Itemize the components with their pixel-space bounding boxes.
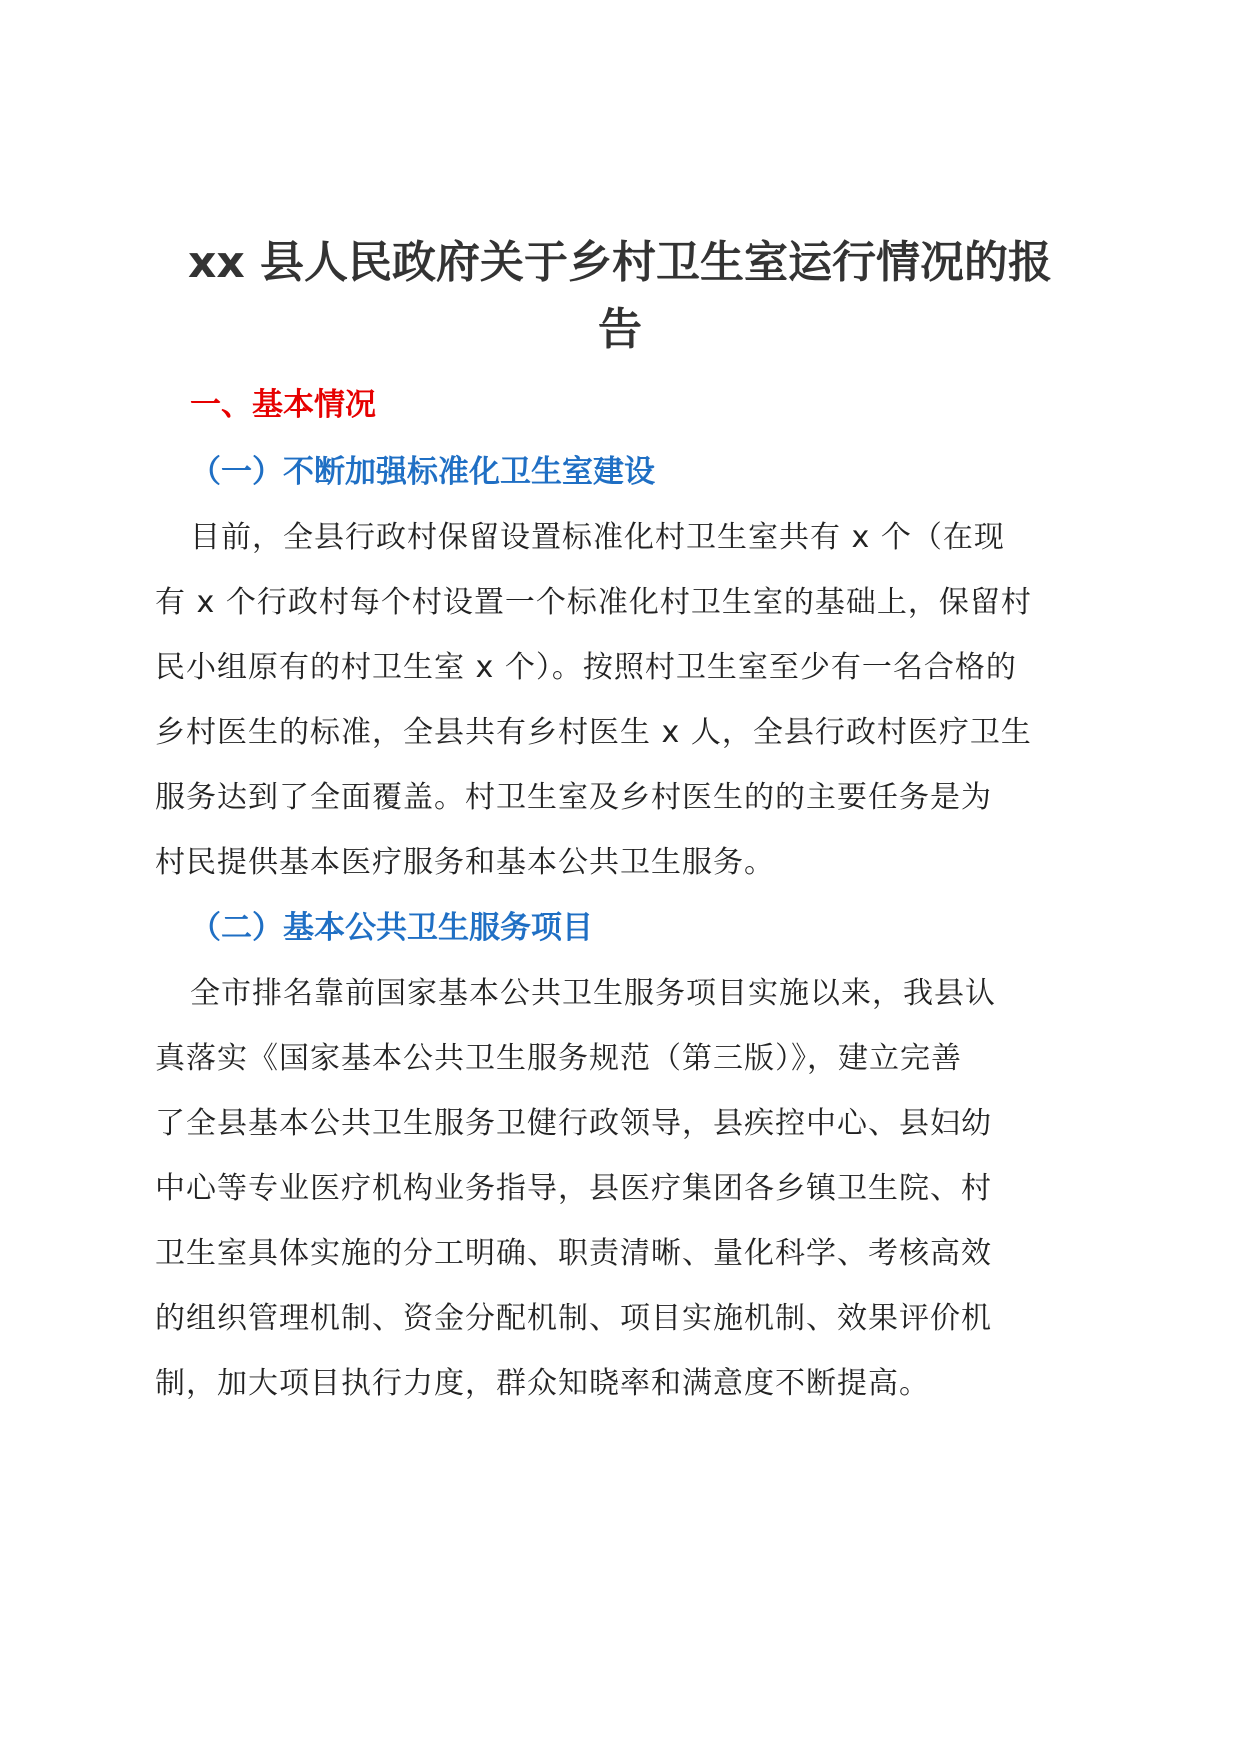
paragraph-line: 乡村医生的标准，全县共有乡村医生 x 人，全县行政村医疗卫生 [155, 715, 1032, 750]
paragraph-line: 制，加大项目执行力度，群众知晓率和满意度不断提高。 [155, 1366, 930, 1401]
paragraph-line: 卫生室具体实施的分工明确、职责清晰、量化科学、考核高效 [155, 1236, 992, 1271]
paragraph-line: 有 x 个行政村每个村设置一个标准化村卫生室的基础上，保留村 [155, 585, 1032, 620]
paragraph-line: 村民提供基本医疗服务和基本公共卫生服务。 [155, 845, 775, 880]
paragraph-line: 真落实《国家基本公共卫生服务规范（第三版）》，建立完善 [155, 1041, 962, 1076]
paragraph-line: 的组织管理机制、资金分配机制、项目实施机制、效果评价机 [155, 1301, 992, 1336]
subsection-heading-standardized-clinics: （一）不断加强标准化卫生室建设 [190, 454, 655, 490]
section-heading-basic-situation: 一、基本情况 [190, 387, 376, 423]
paragraph-line: 了全县基本公共卫生服务卫健行政领导，县疾控中心、县妇幼 [155, 1106, 992, 1141]
document-title-line-2: 告 [598, 304, 642, 355]
paragraph-line: 服务达到了全面覆盖。村卫生室及乡村医生的的主要任务是为 [155, 780, 992, 815]
paragraph-line: 全市排名靠前国家基本公共卫生服务项目实施以来，我县认 [190, 976, 996, 1011]
subsection-heading-public-health-services: （二）基本公共卫生服务项目 [190, 910, 593, 946]
paragraph-line: 民小组原有的村卫生室 x 个）。按照村卫生室至少有一名合格的 [155, 650, 1017, 685]
paragraph-line: 中心等专业医疗机构业务指导，县医疗集团各乡镇卫生院、村 [155, 1171, 992, 1206]
paragraph-line: 目前，全县行政村保留设置标准化村卫生室共有 x 个（在现 [190, 520, 1005, 555]
document-title-line-1: xx 县人民政府关于乡村卫生室运行情况的报 [187, 237, 1053, 288]
